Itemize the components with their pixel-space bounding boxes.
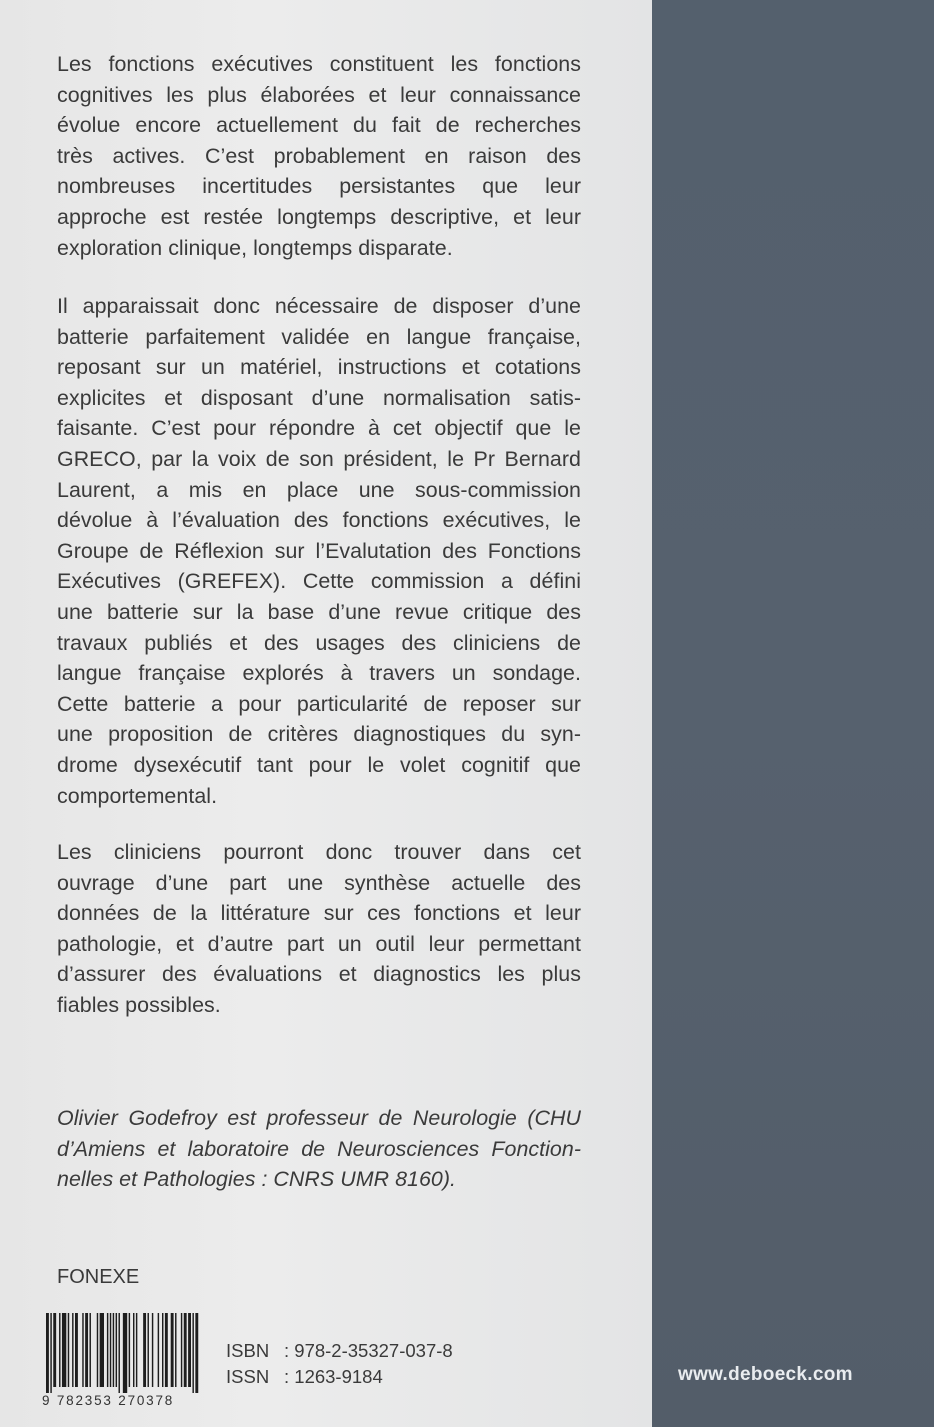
paragraph-grefex <box>57 291 581 811</box>
barcode-bar <box>152 1313 153 1387</box>
text-line: très actives. C’est probablement en raison des <box>57 143 581 168</box>
barcode-bar <box>50 1313 51 1393</box>
text-line: données de la littérature sur ces fonctions et leur <box>57 901 581 926</box>
barcode-image <box>44 1313 212 1393</box>
barcode-bar <box>136 1313 137 1387</box>
text-line: Il apparaissait donc nécessaire de disposer d’une <box>57 294 581 318</box>
barcode-bar <box>72 1313 73 1387</box>
barcode-bar <box>59 1313 60 1387</box>
text-line: Les fonctions exécutives constituent les fonctions <box>57 52 581 76</box>
paragraph-intro <box>57 49 581 263</box>
issn-line <box>226 1366 383 1388</box>
barcode-bar <box>85 1313 88 1387</box>
barcode-bar <box>62 1313 66 1387</box>
text-line: Cette batterie a pour particularité de reposer sur <box>57 691 581 716</box>
text-line: évolue encore actuellement du fait de recherches <box>57 113 581 138</box>
text-line: dévolue à l’évaluation des fonctions exécutives, le <box>57 508 581 533</box>
text-line: cognitives les plus élaborées et leur connaissance <box>57 82 581 107</box>
barcode-bar <box>107 1313 108 1387</box>
text-line: nelles et Pathologies : CNRS UMR 8160). <box>57 1167 457 1192</box>
barcode-bar <box>129 1313 130 1387</box>
text-line: reposant sur un matériel, instructions et cotations <box>57 355 581 380</box>
text-line: une batterie sur la base d’une revue critique des <box>57 599 581 624</box>
barcode-bar <box>133 1313 134 1387</box>
text-line: faisante. C’est pour répondre à cet objectif que le <box>57 416 581 441</box>
barcode-digits: 9 782353 270378 <box>42 1393 175 1408</box>
barcode-bar <box>75 1313 78 1387</box>
text-line: ouvrage d’une part une synthèse actuelle des <box>57 870 581 895</box>
barcode-bar <box>158 1313 159 1387</box>
barcode-bar <box>46 1313 49 1393</box>
text-line: une proposition de critères diagnostiques du syn- <box>57 722 581 747</box>
barcode-bar <box>110 1313 111 1387</box>
text-line: batterie parfaitement validée en langue française, <box>57 324 581 349</box>
text-line: nombreuses incertitudes persistantes que leur <box>57 174 581 199</box>
paragraph-clinicians <box>57 837 581 1021</box>
text-line: pathologie, et d’autre part un outil leur permettant <box>57 931 581 956</box>
text-line: travaux publiés et des usages des cliniciens de <box>57 630 581 655</box>
text-line: Les cliniciens pourront donc trouver dans cet <box>57 840 581 864</box>
issn-label: ISSN <box>226 1366 270 1387</box>
isbn-line <box>226 1340 453 1362</box>
barcode-bar <box>195 1313 198 1393</box>
barcode-bar <box>68 1313 69 1387</box>
isbn-value: : 978-2-35327-037-8 <box>284 1340 453 1361</box>
issn-value: : 1263-9184 <box>284 1366 383 1387</box>
barcode-bar <box>100 1313 104 1387</box>
text-line: drome dysexécutif tant pour le volet cognitif que <box>57 752 581 777</box>
barcode-bar <box>113 1313 114 1387</box>
publisher-website: www.deboeck.com <box>678 1364 853 1385</box>
text-line: exploration clinique, longtemps disparate. <box>57 235 453 260</box>
barcode-bar <box>123 1313 127 1393</box>
text-line: Laurent, a mis en place une sous-commission <box>57 477 581 502</box>
barcode-bar <box>171 1313 174 1387</box>
barcode-bar <box>175 1313 176 1387</box>
text-line: GRECO, par la voix de son président, le Pr Bernard <box>57 446 581 471</box>
author-bio <box>57 1103 581 1195</box>
text-line: Olivier Godefroy est professeur de Neurologie (CHU <box>57 1106 581 1130</box>
text-line: explicites et disposant d’une normalisation satis- <box>57 385 581 410</box>
text-line: d’assurer des évaluations et diagnostics les plus <box>57 962 581 987</box>
text-line: approche est restée longtemps descriptive, et leur <box>57 204 581 229</box>
barcode-bar <box>97 1313 98 1387</box>
barcode-bar <box>165 1313 168 1387</box>
barcode-bar <box>82 1313 83 1387</box>
text-line: langue française explorés à travers un sondage. <box>57 661 581 686</box>
barcode-bar <box>90 1313 91 1387</box>
series-code: FONEXE <box>57 1266 140 1288</box>
slate-color-band <box>652 0 934 1427</box>
text-line: Groupe de Réflexion sur l’Evalutation des Fonctions <box>57 538 581 563</box>
barcode-bar <box>192 1313 193 1393</box>
barcode-bar <box>116 1313 117 1387</box>
text-line: Exécutives (GREFEX). Cette commission a défini <box>57 569 581 594</box>
isbn-label: ISBN <box>226 1340 270 1361</box>
barcode-bar <box>53 1313 56 1387</box>
barcode-bar <box>184 1313 187 1387</box>
barcode-bar <box>148 1313 149 1387</box>
text-line: comportemental. <box>57 783 218 808</box>
text-line: d’Amiens et laboratoire de Neurosciences Fonction- <box>57 1136 581 1161</box>
barcode-bar <box>143 1313 146 1387</box>
barcode-bar <box>188 1313 191 1387</box>
barcode-bar <box>181 1313 182 1387</box>
barcode-bar <box>162 1313 163 1387</box>
text-line: fiables possibles. <box>57 992 221 1017</box>
barcode-bar <box>119 1313 120 1393</box>
